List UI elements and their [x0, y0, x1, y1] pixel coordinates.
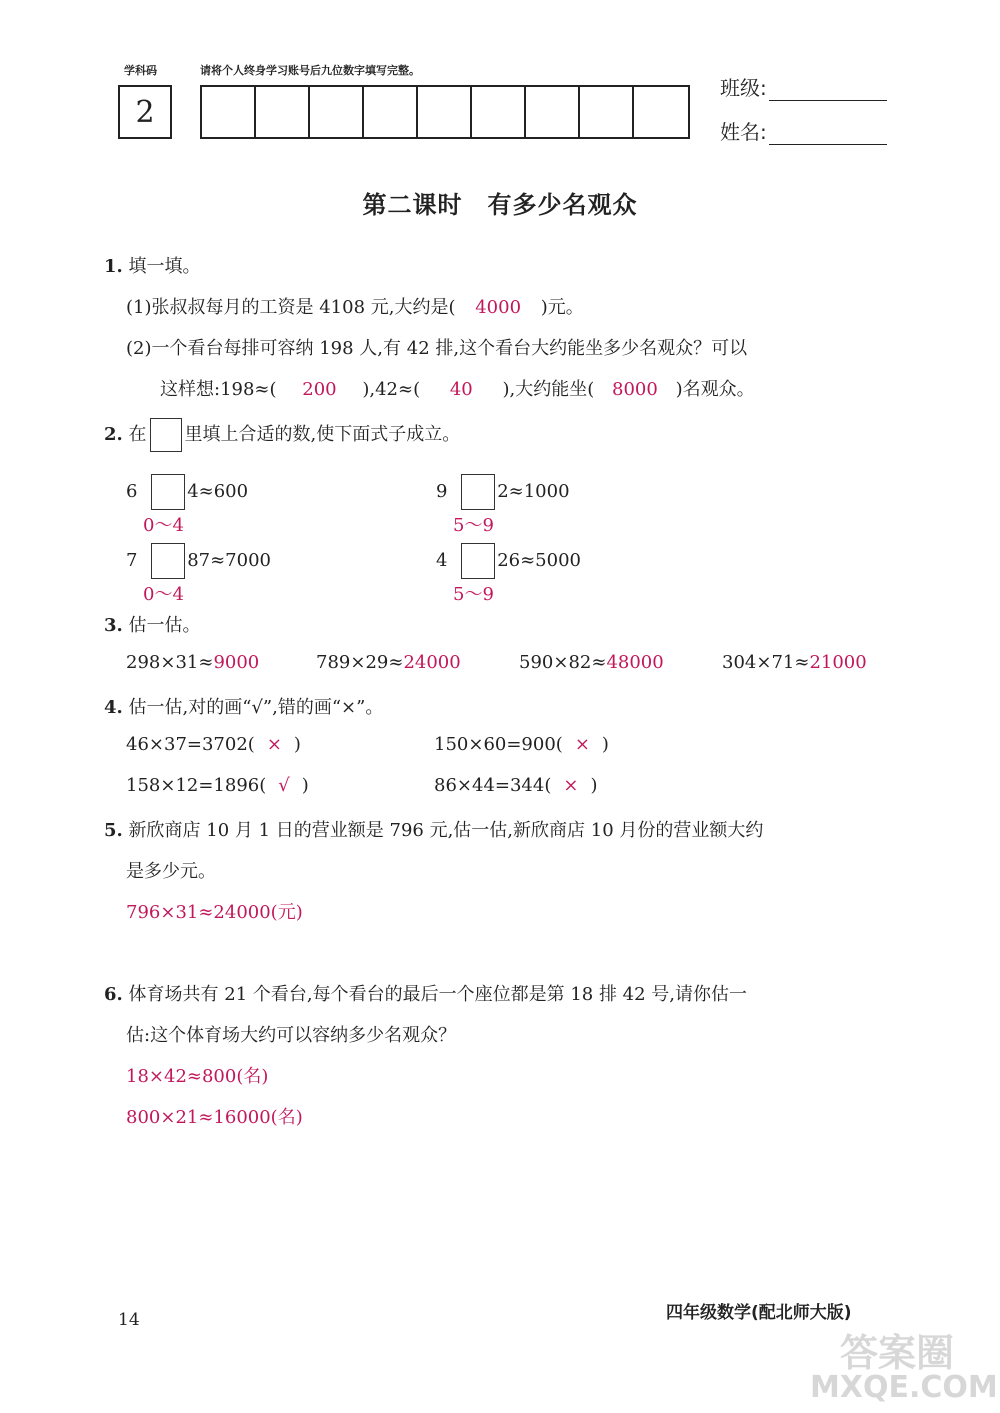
name-line[interactable] [769, 124, 887, 145]
q2-item-prefix: 4 [436, 550, 448, 571]
q6-text-line1: 体育场共有 21 个看台,每个看台的最后一个座位都是第 18 排 42 号,请你估一 [128, 984, 748, 1005]
q1-part2-answer2: 40 [449, 379, 473, 400]
q3-expression: 789×29≈ [316, 652, 404, 673]
digit-cell[interactable] [634, 87, 688, 137]
digit-cell[interactable] [418, 87, 472, 137]
digit-cell[interactable] [202, 87, 256, 137]
q4-expression: 158×12=1896( [126, 775, 267, 796]
q2-example-box [150, 418, 182, 452]
q6-answer-2: 800×21≈16000(名) [126, 1107, 303, 1128]
q3-answer: 24000 [403, 652, 461, 673]
q4-bracket-end: ) [601, 734, 609, 755]
digit-cell[interactable] [256, 87, 310, 137]
q1-number: 1. [104, 256, 123, 277]
q3-item-1 [126, 652, 259, 673]
digit-cell[interactable] [472, 87, 526, 137]
q5-number: 5. [104, 820, 123, 841]
q4-bracket-end: ) [293, 734, 301, 755]
q3-expression: 590×82≈ [519, 652, 607, 673]
q2-item-suffix: 26≈5000 [497, 550, 581, 571]
q2-prompt-post: 里填上合适的数,使下面式子成立。 [184, 424, 461, 445]
q4-answer: × [563, 775, 579, 796]
digit-cell[interactable] [310, 87, 364, 137]
q2-item-prefix: 7 [126, 550, 138, 571]
q2-item-1 [126, 474, 248, 510]
q1-part1-end: )元。 [540, 297, 584, 318]
q4-expression: 46×37=3702( [126, 734, 255, 755]
subject-code-value: 2 [135, 94, 155, 130]
q3-expression: 298×31≈ [126, 652, 214, 673]
q3-item-2 [316, 652, 461, 673]
q4-bracket-end: ) [590, 775, 598, 796]
watermark-url: MXQE.COM [810, 1370, 998, 1405]
q4-prompt: 估一估,对的画“√”,错的画“×”。 [128, 697, 384, 718]
q2-item-suffix: 4≈600 [187, 481, 249, 502]
q4-answer: √ [278, 775, 290, 796]
q4-item-4 [434, 775, 597, 796]
class-field[interactable] [720, 72, 887, 101]
q1-part2-text-b: ),42≈( [362, 379, 421, 400]
q1-part1 [126, 293, 584, 319]
q4-answer: × [266, 734, 282, 755]
digit-cell[interactable] [364, 87, 418, 137]
q6-number: 6. [104, 984, 123, 1005]
q3-item-4 [722, 652, 867, 673]
q2-item-suffix: 87≈7000 [187, 550, 271, 571]
q3-item-3 [519, 652, 664, 673]
q1-prompt: 填一填。 [128, 256, 201, 277]
q2-item-2 [436, 474, 570, 510]
q3-prompt: 估一估。 [128, 615, 201, 636]
q2-item-suffix: 2≈1000 [497, 481, 570, 502]
q5-line1 [104, 816, 763, 842]
q2-item-3-answer: 0～4 [143, 584, 184, 605]
q1-part2-line1: (2)一个看台每排可容纳 198 人,有 42 排,这个看台大约能坐多少名观众？可以 [126, 338, 748, 359]
q4-expression: 86×44=344( [434, 775, 552, 796]
q3-answer: 48000 [606, 652, 664, 673]
q2-item-4-answer: 5～9 [453, 584, 494, 605]
q2-answer-box[interactable] [151, 474, 185, 510]
q6-text-line2: 估:这个体育场大约可以容纳多少名观众？ [126, 1025, 457, 1046]
q2-item-4 [436, 543, 581, 579]
class-line[interactable] [769, 80, 887, 101]
page-number: 14 [118, 1310, 140, 1330]
q1-part2-text-a: 这样想:198≈( [160, 379, 277, 400]
page-title: 第二课时 有多少名观众 [362, 191, 638, 219]
subject-code-box[interactable] [118, 85, 172, 139]
q2-item-2-answer: 5～9 [453, 515, 494, 536]
digit-cell[interactable] [526, 87, 580, 137]
account-digit-boxes[interactable] [200, 85, 690, 139]
q6-answer-1: 18×42≈800(名) [126, 1066, 269, 1087]
q5-text-line2: 是多少元。 [126, 861, 216, 882]
q5-answer: 796×31≈24000(元) [126, 902, 303, 923]
q1-part2-text-d: )名观众。 [675, 379, 755, 400]
name-field[interactable] [720, 116, 887, 145]
q1-part2-answer3: 8000 [612, 379, 658, 400]
name-label: 姓名: [720, 120, 767, 144]
q1-part2-answer1: 200 [302, 379, 337, 400]
q6-line1 [104, 980, 747, 1006]
q4-heading [104, 693, 383, 719]
subject-code-label: 学科码 [124, 64, 157, 77]
q2-prompt-pre: 在 [128, 424, 147, 445]
q1-heading [104, 252, 201, 278]
q1-part1-text: (1)张叔叔每月的工资是 4108 元,大约是( [126, 297, 456, 318]
account-instruction: 请将个人终身学习账号后九位数字填写完整。 [200, 64, 420, 77]
q4-item-3 [126, 775, 309, 796]
q2-item-1-answer: 0～4 [143, 515, 184, 536]
q3-expression: 304×71≈ [722, 652, 810, 673]
q4-answer: × [574, 734, 590, 755]
book-title: 四年级数学(配北师大版) [666, 1303, 852, 1323]
q2-item-3 [126, 543, 271, 579]
q4-expression: 150×60=900( [434, 734, 563, 755]
q4-item-2 [434, 734, 609, 755]
class-label: 班级: [720, 76, 767, 100]
q1-part2-text-c: ),大约能坐( [502, 379, 595, 400]
q2-heading [104, 418, 460, 452]
q2-item-prefix: 9 [436, 481, 448, 502]
q4-number: 4. [104, 697, 123, 718]
q2-number: 2. [104, 424, 123, 445]
q3-answer: 21000 [809, 652, 867, 673]
digit-cell[interactable] [580, 87, 634, 137]
q3-heading [104, 611, 201, 637]
q1-part1-answer: 4000 [475, 297, 522, 318]
q4-bracket-end: ) [301, 775, 309, 796]
q2-answer-box[interactable] [461, 543, 495, 579]
watermark-logo: 答案圈 [840, 1331, 955, 1375]
q2-answer-box[interactable] [461, 474, 495, 510]
q2-item-prefix: 6 [126, 481, 138, 502]
q5-text-line1: 新欣商店 10 月 1 日的营业额是 796 元,估一估,新欣商店 10 月份的营业额大约 [128, 820, 764, 841]
q3-answer: 9000 [213, 652, 260, 673]
q1-part2-line2 [160, 375, 755, 401]
q2-answer-box[interactable] [151, 543, 185, 579]
q4-item-1 [126, 734, 301, 755]
q3-number: 3. [104, 615, 123, 636]
